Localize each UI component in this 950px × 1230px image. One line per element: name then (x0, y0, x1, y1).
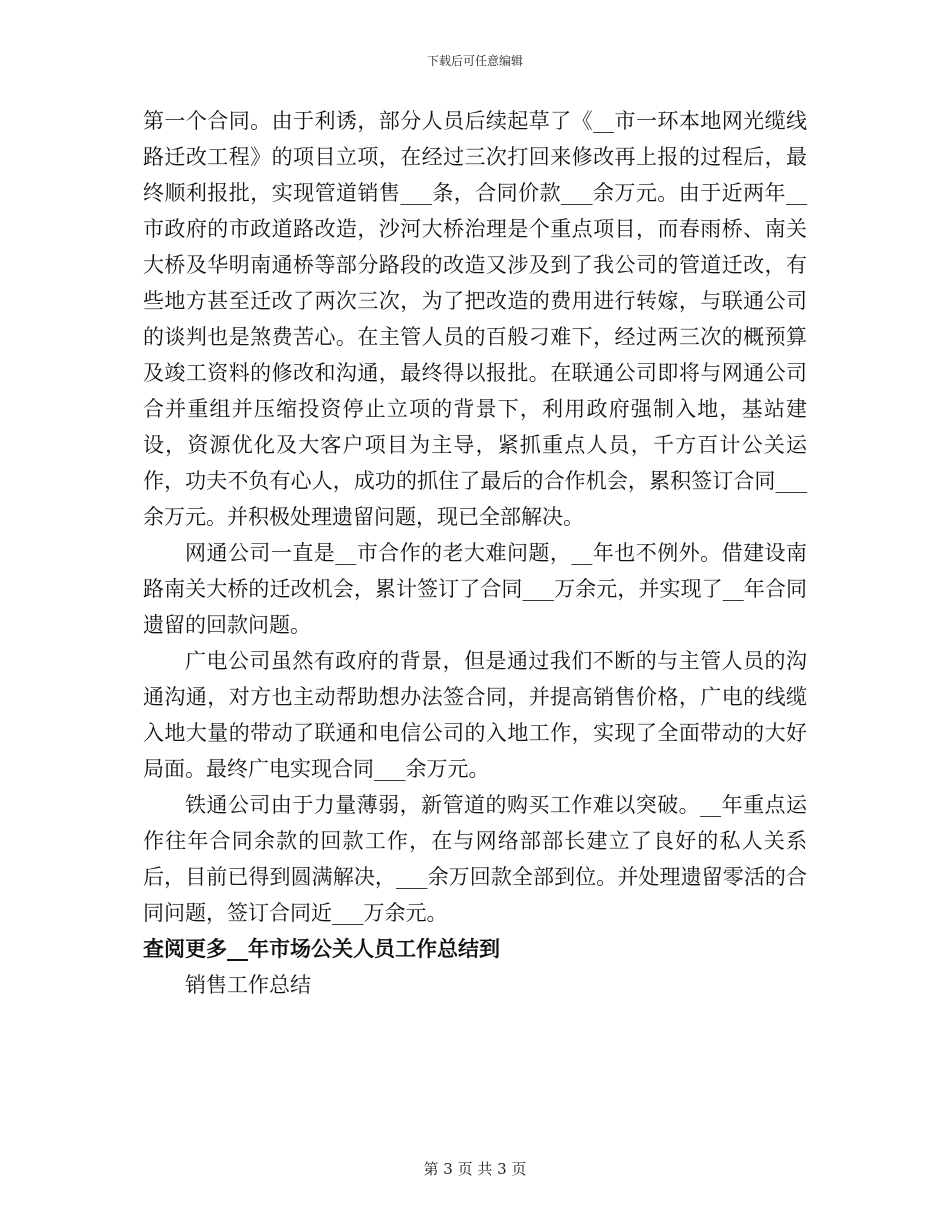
paragraph-2: 网通公司一直是__市合作的老大难问题，__年也不例外。借建设南路南关大桥的迁改机会，累计签订了合同___万余元，并实现了__年合同遗留的回款问题。 (143, 541, 807, 637)
paragraph-3: 广电公司虽然有政府的背景，但是通过我们不断的与主管人员的沟通沟通，对方也主动帮助想办法签合同，并提高销售价格，广电的线缆入地大量的带动了联通和电信公司的入地工作，实现了全面带动的大好局面。最终广电实现合同___余万元。 (143, 649, 807, 781)
section-title: 查阅更多__年市场公关人员工作总结到 (143, 936, 500, 961)
trailing-line: 销售工作总结 (185, 973, 311, 997)
paragraph-1: 第一个合同。由于利诱，部分人员后续起草了《__市一环本地网光缆线路迁改工程》的项目立项，在经过三次打回来修改再上报的过程后，最终顺利报批，实现管道销售___条，合同价款___余万元。由于近两年__市政府的市政道路改造，沙河大桥治理是个重点项目，而春雨桥、南关大桥及华明南通桥等部分路段的改造又涉及到了我公司的管道迁改，有些地方甚至迁改了两次三次，为了把改造的费用进行转嫁，与联通公司的谈判也是煞费苦心。在主管人员的百般刁难下，经过两三次的概预算及竣工资料的修改和沟通，最终得以报批。在联通公司即将与网通公司合并重组并压缩投资停止立项的背景下，利用政府强制入地，基站建设，资源优化及大客户项目为主导，紧抓重点人员，千方百计公关运作，功夫不负有心人，成功的抓住了最后的合作机会，累积签订合同___余万元。并积极处理遗留问题，现已全部解决。 (143, 109, 807, 529)
page-footer: 第 3 页 共 3 页 (423, 1160, 527, 1178)
page-header: 下载后可任意编辑 (426, 54, 523, 68)
paragraph-4: 铁通公司由于力量薄弱，新管道的购买工作难以突破。__年重点运作往年合同余款的回款工作，在与网络部部长建立了良好的私人关系后，目前已得到圆满解决，___余万回款全部到位。并处理遗留零活的合同问题，签订合同近___万余元。 (143, 793, 807, 925)
document-body (143, 103, 807, 1003)
